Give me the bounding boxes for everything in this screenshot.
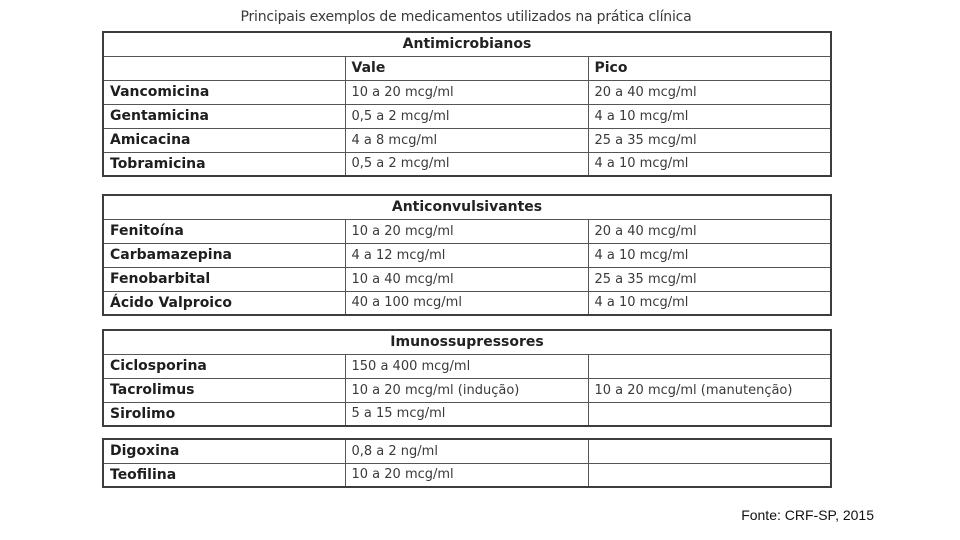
section-header-anticonvulsivantes: Anticonvulsivantes xyxy=(103,195,831,219)
antimicrobianos-table xyxy=(102,31,832,177)
table-row xyxy=(103,378,831,402)
table-row xyxy=(103,463,831,487)
section-header-imunossupressores: Imunossupressores xyxy=(103,330,831,354)
vale-value: 10 a 20 mcg/ml xyxy=(345,463,588,487)
pico-value: 20 a 40 mcg/ml xyxy=(588,80,831,104)
vale-value: 10 a 20 mcg/ml (indução) xyxy=(345,378,588,402)
vale-value: 0,8 a 2 ng/ml xyxy=(345,439,588,463)
pico-value xyxy=(588,354,831,378)
drug-name: Gentamicina xyxy=(103,104,345,128)
drug-name: Teofilina xyxy=(103,463,345,487)
table-row xyxy=(103,219,831,243)
column-header-pico: Pico xyxy=(588,56,831,80)
vale-value: 5 a 15 mcg/ml xyxy=(345,402,588,426)
drug-name: Fenitoína xyxy=(103,219,345,243)
drug-name: Ciclosporina xyxy=(103,354,345,378)
vale-value: 150 a 400 mcg/ml xyxy=(345,354,588,378)
imunossupressores-table xyxy=(102,329,832,427)
table-row xyxy=(103,128,831,152)
pico-value: 20 a 40 mcg/ml xyxy=(588,219,831,243)
vale-value: 0,5 a 2 mcg/ml xyxy=(345,104,588,128)
pico-value: 4 a 10 mcg/ml xyxy=(588,243,831,267)
outros-table xyxy=(102,438,832,488)
pico-value: 25 a 35 mcg/ml xyxy=(588,267,831,291)
table-row xyxy=(103,354,831,378)
vale-value: 40 a 100 mcg/ml xyxy=(345,291,588,315)
pico-value: 4 a 10 mcg/ml xyxy=(588,104,831,128)
table-row xyxy=(103,104,831,128)
pico-value xyxy=(588,402,831,426)
column-header-row xyxy=(103,56,831,80)
drug-name: Carbamazepina xyxy=(103,243,345,267)
table-row xyxy=(103,80,831,104)
drug-name: Vancomicina xyxy=(103,80,345,104)
drug-name: Tacrolimus xyxy=(103,378,345,402)
table-row xyxy=(103,243,831,267)
column-header-vale: Vale xyxy=(345,56,588,80)
table-row xyxy=(103,291,831,315)
vale-value: 4 a 12 mcg/ml xyxy=(345,243,588,267)
pico-value xyxy=(588,463,831,487)
drug-name: Digoxina xyxy=(103,439,345,463)
drug-name: Fenobarbital xyxy=(103,267,345,291)
table-row xyxy=(103,152,831,176)
section-header-row xyxy=(103,330,831,354)
pico-value: 25 a 35 mcg/ml xyxy=(588,128,831,152)
table-row xyxy=(103,402,831,426)
vale-value: 0,5 a 2 mcg/ml xyxy=(345,152,588,176)
drug-name: Sirolimo xyxy=(103,402,345,426)
pico-value: 4 a 10 mcg/ml xyxy=(588,291,831,315)
column-header-empty xyxy=(103,56,345,80)
drug-name: Amicacina xyxy=(103,128,345,152)
vale-value: 10 a 20 mcg/ml xyxy=(345,80,588,104)
vale-value: 10 a 40 mcg/ml xyxy=(345,267,588,291)
section-header-row xyxy=(103,32,831,56)
table-row xyxy=(103,439,831,463)
pico-value: 4 a 10 mcg/ml xyxy=(588,152,831,176)
drug-name: Tobramicina xyxy=(103,152,345,176)
vale-value: 4 a 8 mcg/ml xyxy=(345,128,588,152)
pico-value: 10 a 20 mcg/ml (manutenção) xyxy=(588,378,831,402)
section-header-antimicrobianos: Antimicrobianos xyxy=(103,32,831,56)
vale-value: 10 a 20 mcg/ml xyxy=(345,219,588,243)
drug-name: Ácido Valproico xyxy=(103,291,345,315)
table-row xyxy=(103,267,831,291)
section-header-row xyxy=(103,195,831,219)
page-title: Principais exemplos de medicamentos utilizados na prática clínica xyxy=(240,9,692,25)
pico-value xyxy=(588,439,831,463)
source-citation: Fonte: CRF-SP, 2015 xyxy=(741,507,874,523)
anticonvulsivantes-table xyxy=(102,194,832,316)
